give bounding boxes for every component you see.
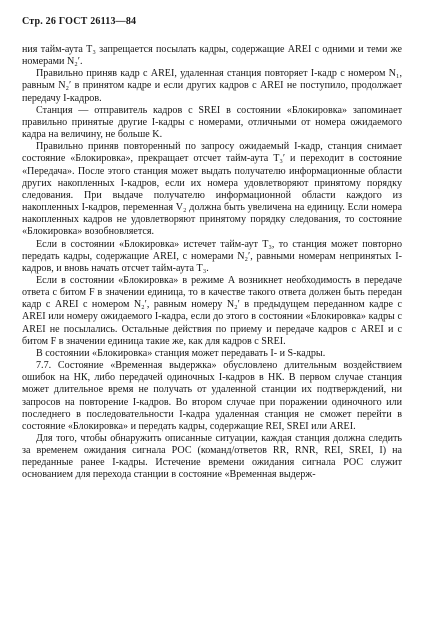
paragraph: В состоянии «Блокировка» станция может передавать I- и S-кадры.	[36, 347, 326, 359]
paragraph: Если в состоянии «Блокировка» истечет тайм-аут T₃, то станция может повторно передать кадры, содержащие AREI, с номерами N₂′, равными номерам непринятых I-кадров, и вновь начать отсчет тайм-аута T₃.	[22, 238, 402, 274]
paragraph: Станция — отправитель кадров с SREI в состоянии «Блокировка» запоминает правильно принятые другие I-кадры с номерами, отличными от номера ожидаемого кадра на величину, не больше K.	[22, 104, 402, 141]
paragraph: Если в состоянии «Блокировка» в режиме A возникнет необходимость в передаче ответа с битом F в значении единица, то в качестве такого ответа должен быть передан кадр с AREI с номером N₂′, равным номеру N₂′ в предыдущем переданном кадре с AREI или номеру ожидаемого I-кадра, если до этого в состоянии «Блокировка» кадры с AREI не посылались. Остальные действия по приему и передаче кадров с AREI и с битом F в значении единица такие же, как для кадров с SREI.	[22, 274, 402, 347]
paragraph: Правильно приняв кадр с AREI, удаленная станция повторяет I-кадр с номером N₁, равным N₂′ в принятом кадре и если других кадров с AREI не поступило, продолжает передачу I-кадров.	[22, 68, 402, 104]
paragraph: Для того, чтобы обнаружить описанные ситуации, каждая станция должна следить за временем ожидания сигнала РОС (команд/ответов RR, RNR, REI, SREI, I) на переданные ранее I-кадры. Истечение времени ожидания сигнала РОС служит основанием для перехода станции в состояние «Временная выдерж-	[22, 433, 402, 481]
page-header: Стр. 26 ГОСТ 26113—84	[22, 16, 137, 27]
paragraph: Правильно приняв повторенный по запросу ожидаемый I-кадр, станция снимает состояние «Блокировка», прекращает отсчет тайм-аута T₃′ и переходит в состояние «Передача». После этого станция может выдать получателю информационные области других накопленных I-кадров, если их номера удовлетворяют принятому порядку следования. При выдаче получателю информационной области каждого из накопленных I-кадров, переменная V₂ должна быть увеличена на единицу. Если номера накопленных кадров не удовлетворяют принятому порядку следования, то состояние «Блокировка» возобновляется.	[22, 141, 402, 238]
document-body	[22, 44, 402, 482]
section-7-7-paragraph: 7.7. Состояние «Временная выдержка» обусловлено длительным воздействием ошибок на НК, либо передачей одиночных I-кадров в НК. В первом случае станция может длительное время не получать от удаленной станции их подтверждений, ни запросов на повторение I-кадров. Во втором случае при поражении одиночного или последнего в последовательности I-кадра удаленная станция не сможет перейти в состояние «Блокировка» и передать кадры, содержащие REI, SREI или AREI.	[22, 360, 402, 432]
paragraph-continuation: ния тайм-аута T₃ запрещается посылать кадры, содержащие AREI с одними и теми же номерами N₂′.	[22, 44, 402, 68]
